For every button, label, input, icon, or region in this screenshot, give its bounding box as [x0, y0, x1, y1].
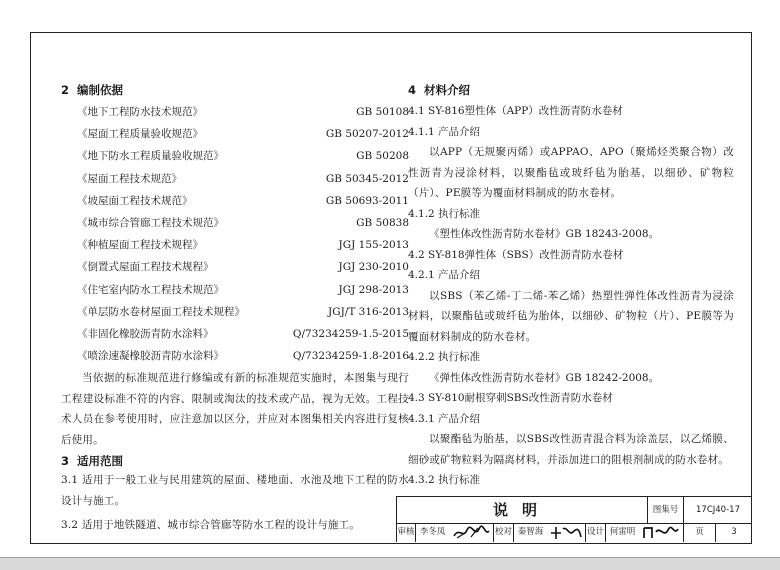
reference-row — [61, 101, 409, 123]
reference-title: 《坡屋面工程技术规范》 — [77, 194, 193, 207]
section-3-heading: 3 适用范围 — [61, 454, 123, 469]
reference-row — [61, 345, 409, 367]
checker-signature — [549, 524, 583, 541]
reference-title: 《屋面工程技术规范》 — [77, 172, 182, 185]
paragraph-4-1-1: 以APP（无规聚丙烯）或APPAO、APO（聚烯烃类聚合物）改性沥青为浸涂材料，以聚酯毡或玻纤毡为胎基，以细砂、矿物粒（片）、PE膜等为覆面材料制成的防水卷材。 — [408, 146, 734, 199]
standard-4-1-2: 《塑性体改性沥青防水卷材》GB 18243-2008。 — [429, 228, 660, 240]
reference-title: 《种植屋面工程技术规程》 — [77, 239, 203, 252]
reference-code: GB 50693-2011 — [325, 194, 409, 207]
section-4-3-1: 4.3.1 产品介绍 — [408, 412, 481, 425]
section-4-3-2: 4.3.2 执行标准 — [408, 474, 481, 486]
section-4-heading: 4 材料介绍 — [408, 83, 470, 97]
paragraph-4-2-1: 以SBS（苯乙烯-丁二烯-苯乙烯）热塑性弹性体改性沥青为浸涂材料，以聚酯毡或玻纤毡为胎体，以细砂、矿物粒（片）、PE膜等为覆面材料制成的防水卷材。 — [408, 289, 734, 343]
reference-row — [61, 323, 409, 345]
reference-title: 《非固化橡胶沥青防水涂料》 — [77, 328, 214, 341]
reference-row — [61, 168, 409, 190]
sheet-title: 说明 — [492, 501, 551, 519]
page-number: 3 — [715, 523, 752, 542]
check-label: 校对 — [493, 523, 513, 542]
reference-list — [61, 101, 409, 367]
section-4-1-2: 4.1.2 执行标准 — [408, 207, 481, 220]
reference-title: 《住宅室内防水工程技术规范》 — [77, 283, 224, 296]
reference-code: JGJ 230-2010 — [338, 261, 409, 274]
drawing-sheet — [30, 32, 752, 544]
scan-bottom-edge — [0, 557, 780, 570]
reference-code: GB 50345-2012 — [325, 172, 409, 185]
section-4-1-1: 4.1.1 产品介绍 — [408, 125, 481, 138]
reference-code: JGJ/T 316-2013 — [328, 305, 409, 318]
reviewer-name: 李冬凤 — [415, 523, 449, 542]
standards-note: 当依据的标准规范进行修编或有新的标准规范实施时，本图集与现行工程建设标准不符的内容、限制或淘汰的技术或产品，视为无效。工程技术人员在参考使用时，应注意加以区分，并应对本图集相关内容进行复核后使用。 — [61, 372, 409, 446]
reference-row — [61, 256, 409, 278]
reference-row — [61, 279, 409, 301]
reference-title: 《喷涂速凝橡胶沥青防水涂料》 — [77, 350, 224, 363]
section-4-3: 4.3 SY-810耐根穿刺SBS改性沥青防水卷材 — [408, 392, 613, 404]
review-label: 审核 — [397, 527, 415, 537]
reference-title: 《城市综合管廊工程技术规范》 — [77, 217, 224, 230]
reference-row — [61, 190, 409, 212]
reference-row — [61, 123, 409, 145]
reference-row — [61, 212, 409, 234]
reference-code: Q/73234259-1.8-2016 — [292, 350, 409, 363]
reference-code: GB 50208 — [356, 150, 409, 163]
reference-code: Q/73234259-1.5-2015 — [292, 328, 409, 341]
reference-title: 《倒置式屋面工程技术规程》 — [77, 261, 214, 274]
section-2-heading: 2 编制依据 — [61, 83, 123, 97]
reference-row — [61, 145, 409, 167]
reference-row — [61, 301, 409, 323]
reviewer-signature — [451, 524, 491, 541]
reference-title: 《屋面工程质量验收规范》 — [77, 128, 203, 141]
designer-signature — [641, 524, 681, 541]
reference-code: JGJ 298-2013 — [338, 283, 409, 296]
designer-name: 何雷明 — [605, 523, 639, 542]
page-label: 页 — [683, 523, 715, 542]
reference-code: GB 50838 — [356, 217, 409, 230]
reference-title: 《单层防水卷材屋面工程技术规程》 — [77, 305, 245, 318]
reference-row — [61, 234, 409, 256]
reference-title: 《地下工程防水技术规范》 — [77, 106, 203, 118]
right-column — [408, 81, 734, 491]
scope-3-2: 3.2 适用于地铁隧道、城市综合管廊等防水工程的设计与施工。 — [61, 519, 361, 532]
left-column — [61, 81, 409, 536]
section-4-1: 4.1 SY-816塑性体（APP）改性沥青防水卷材 — [408, 105, 623, 117]
reference-title: 《地下防水工程质量验收规范》 — [77, 150, 224, 163]
title-block — [396, 496, 751, 542]
atlas-number: 17CJ40-17 — [683, 497, 752, 523]
checker-name: 秦智海 — [513, 523, 547, 542]
reference-code: JGJ 155-2013 — [338, 239, 409, 252]
reference-code: GB 50207-2012 — [325, 128, 409, 141]
scope-3-1: 3.1 适用于一般工业与民用建筑的屋面、楼地面、水池及地下工程的防水设计与施工。 — [61, 474, 409, 507]
standard-4-2-2: 《弹性体改性沥青防水卷材》GB 18242-2008。 — [429, 371, 660, 384]
design-label: 设计 — [585, 523, 605, 542]
section-4-2-1: 4.2.1 产品介绍 — [408, 269, 481, 281]
section-4-2-2: 4.2.2 执行标准 — [408, 351, 481, 363]
paragraph-4-3-1: 以聚酯毡为胎基，以SBS改性沥青混合料为涂盖层，以乙烯膜、细砂或矿物粒料为隔离材料，并添加进口的阻根剂制成的防水卷材。 — [408, 433, 734, 466]
reference-code: GB 50108 — [356, 106, 409, 118]
atlas-number-label: 图集号 — [647, 497, 683, 523]
section-4-2: 4.2 SY-818弹性体（SBS）改性沥青防水卷材 — [408, 248, 624, 261]
